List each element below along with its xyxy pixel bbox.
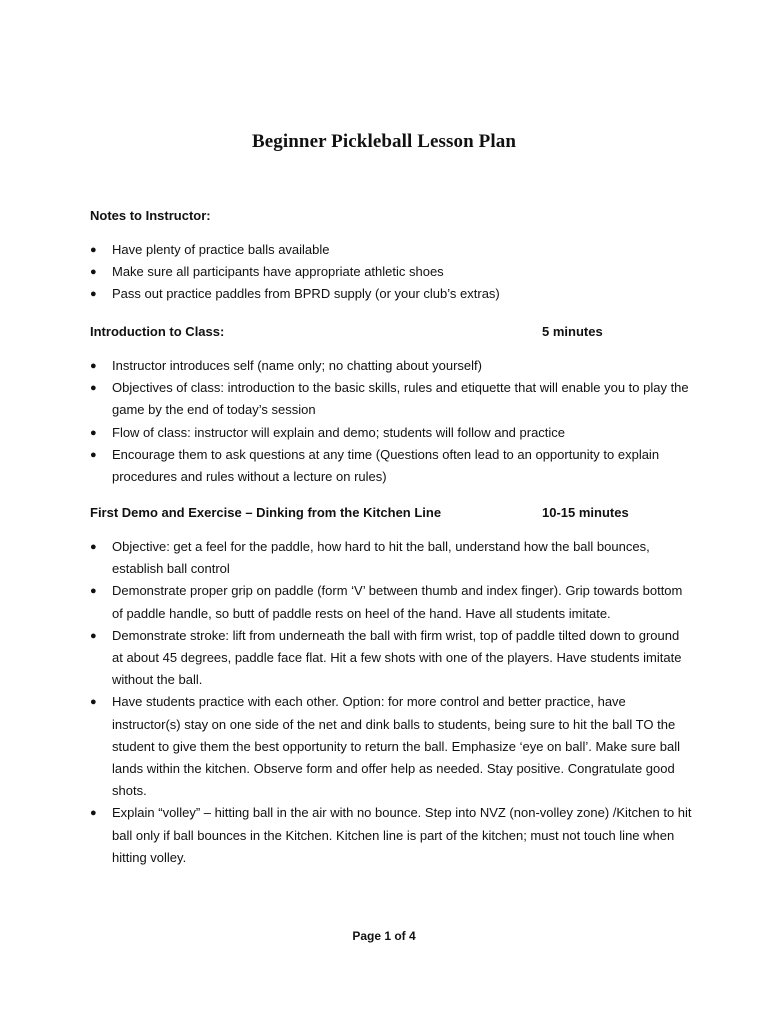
- page-number: Page 1 of 4: [352, 929, 416, 943]
- list-item: ● Explain “volley” – hitting ball in the air with no bounce. Step into NVZ (non-volley zone) /Kitchen to hit ball only if ball bounces in the Kitchen. Kitchen line is part of the kitchen; must not touch line when hitting volley.: [112, 802, 692, 869]
- list-item: ● Flow of class: instructor will explain and demo; students will follow and practice: [112, 422, 692, 444]
- notes-bullet-list: [90, 239, 692, 306]
- bullet-icon: ●: [90, 266, 97, 279]
- list-item: ● Pass out practice paddles from BPRD supply (or your club’s extras): [112, 283, 692, 305]
- bullet-icon: ●: [90, 629, 97, 642]
- section-heading-introduction: [90, 323, 603, 340]
- introduction-bullet-list: [90, 355, 692, 488]
- bullet-icon: ●: [90, 382, 97, 395]
- section-duration: 10-15 minutes: [542, 505, 629, 520]
- list-item: ● Encourage them to ask questions at any time (Questions often lead to an opportunity to explain procedures and rules without a lecture on rules): [112, 444, 692, 488]
- list-item: ● Have students practice with each other. Option: for more control and better practice, have instructor(s) stay on one side of the net and dink balls to students, being sure to hit the ball TO the student to give them the best opportunity to return the ball. Emphasize ‘eye on ball’. Make sure ball lands within the kitchen. Observe form and offer help as needed. Stay positive. Congratulate good shots.: [112, 691, 692, 802]
- document-title: Beginner Pickleball Lesson Plan: [251, 131, 517, 152]
- list-item: ● Objective: get a feel for the paddle, how hard to hit the ball, understand how the ball bounces, establish ball control: [112, 536, 692, 580]
- bullet-icon: ●: [90, 426, 97, 439]
- list-item: ● Objectives of class: introduction to the basic skills, rules and etiquette that will enable you to play the game by the end of today’s session: [112, 377, 692, 421]
- bullet-icon: ●: [90, 696, 97, 709]
- bullet-icon: ●: [90, 448, 97, 461]
- bullet-icon: ●: [90, 807, 97, 820]
- section-heading-text: Introduction to Class:: [90, 324, 225, 339]
- section-heading-first-demo: [90, 504, 629, 521]
- list-item: ● Have plenty of practice balls available: [112, 239, 692, 261]
- list-item: ● Make sure all participants have appropriate athletic shoes: [112, 261, 692, 283]
- bullet-icon: ●: [90, 541, 97, 553]
- list-item: ● Demonstrate proper grip on paddle (form ‘V’ between thumb and index finger). Grip towards bottom of paddle handle, so butt of paddle rests on heel of the hand. Have all students imitate.: [112, 580, 692, 624]
- first-demo-bullet-list: [90, 536, 692, 869]
- section-heading-text: First Demo and Exercise – Dinking from the Kitchen Line: [90, 505, 442, 520]
- section-heading-notes: [90, 207, 211, 224]
- section-duration: 5 minutes: [542, 324, 603, 339]
- bullet-icon: ●: [90, 360, 97, 372]
- bullet-icon: ●: [90, 244, 97, 256]
- list-item: ● Demonstrate stroke: lift from underneath the ball with firm wrist, top of paddle tilted down to ground at about 45 degrees, paddle face flat. Hit a few shots with one of the players. Have students imitate without the ball.: [112, 625, 692, 692]
- bullet-icon: ●: [90, 288, 97, 301]
- section-heading-text: Notes to Instructor:: [90, 208, 211, 223]
- list-item: ● Instructor introduces self (name only; no chatting about yourself): [112, 355, 692, 377]
- bullet-icon: ●: [90, 585, 97, 598]
